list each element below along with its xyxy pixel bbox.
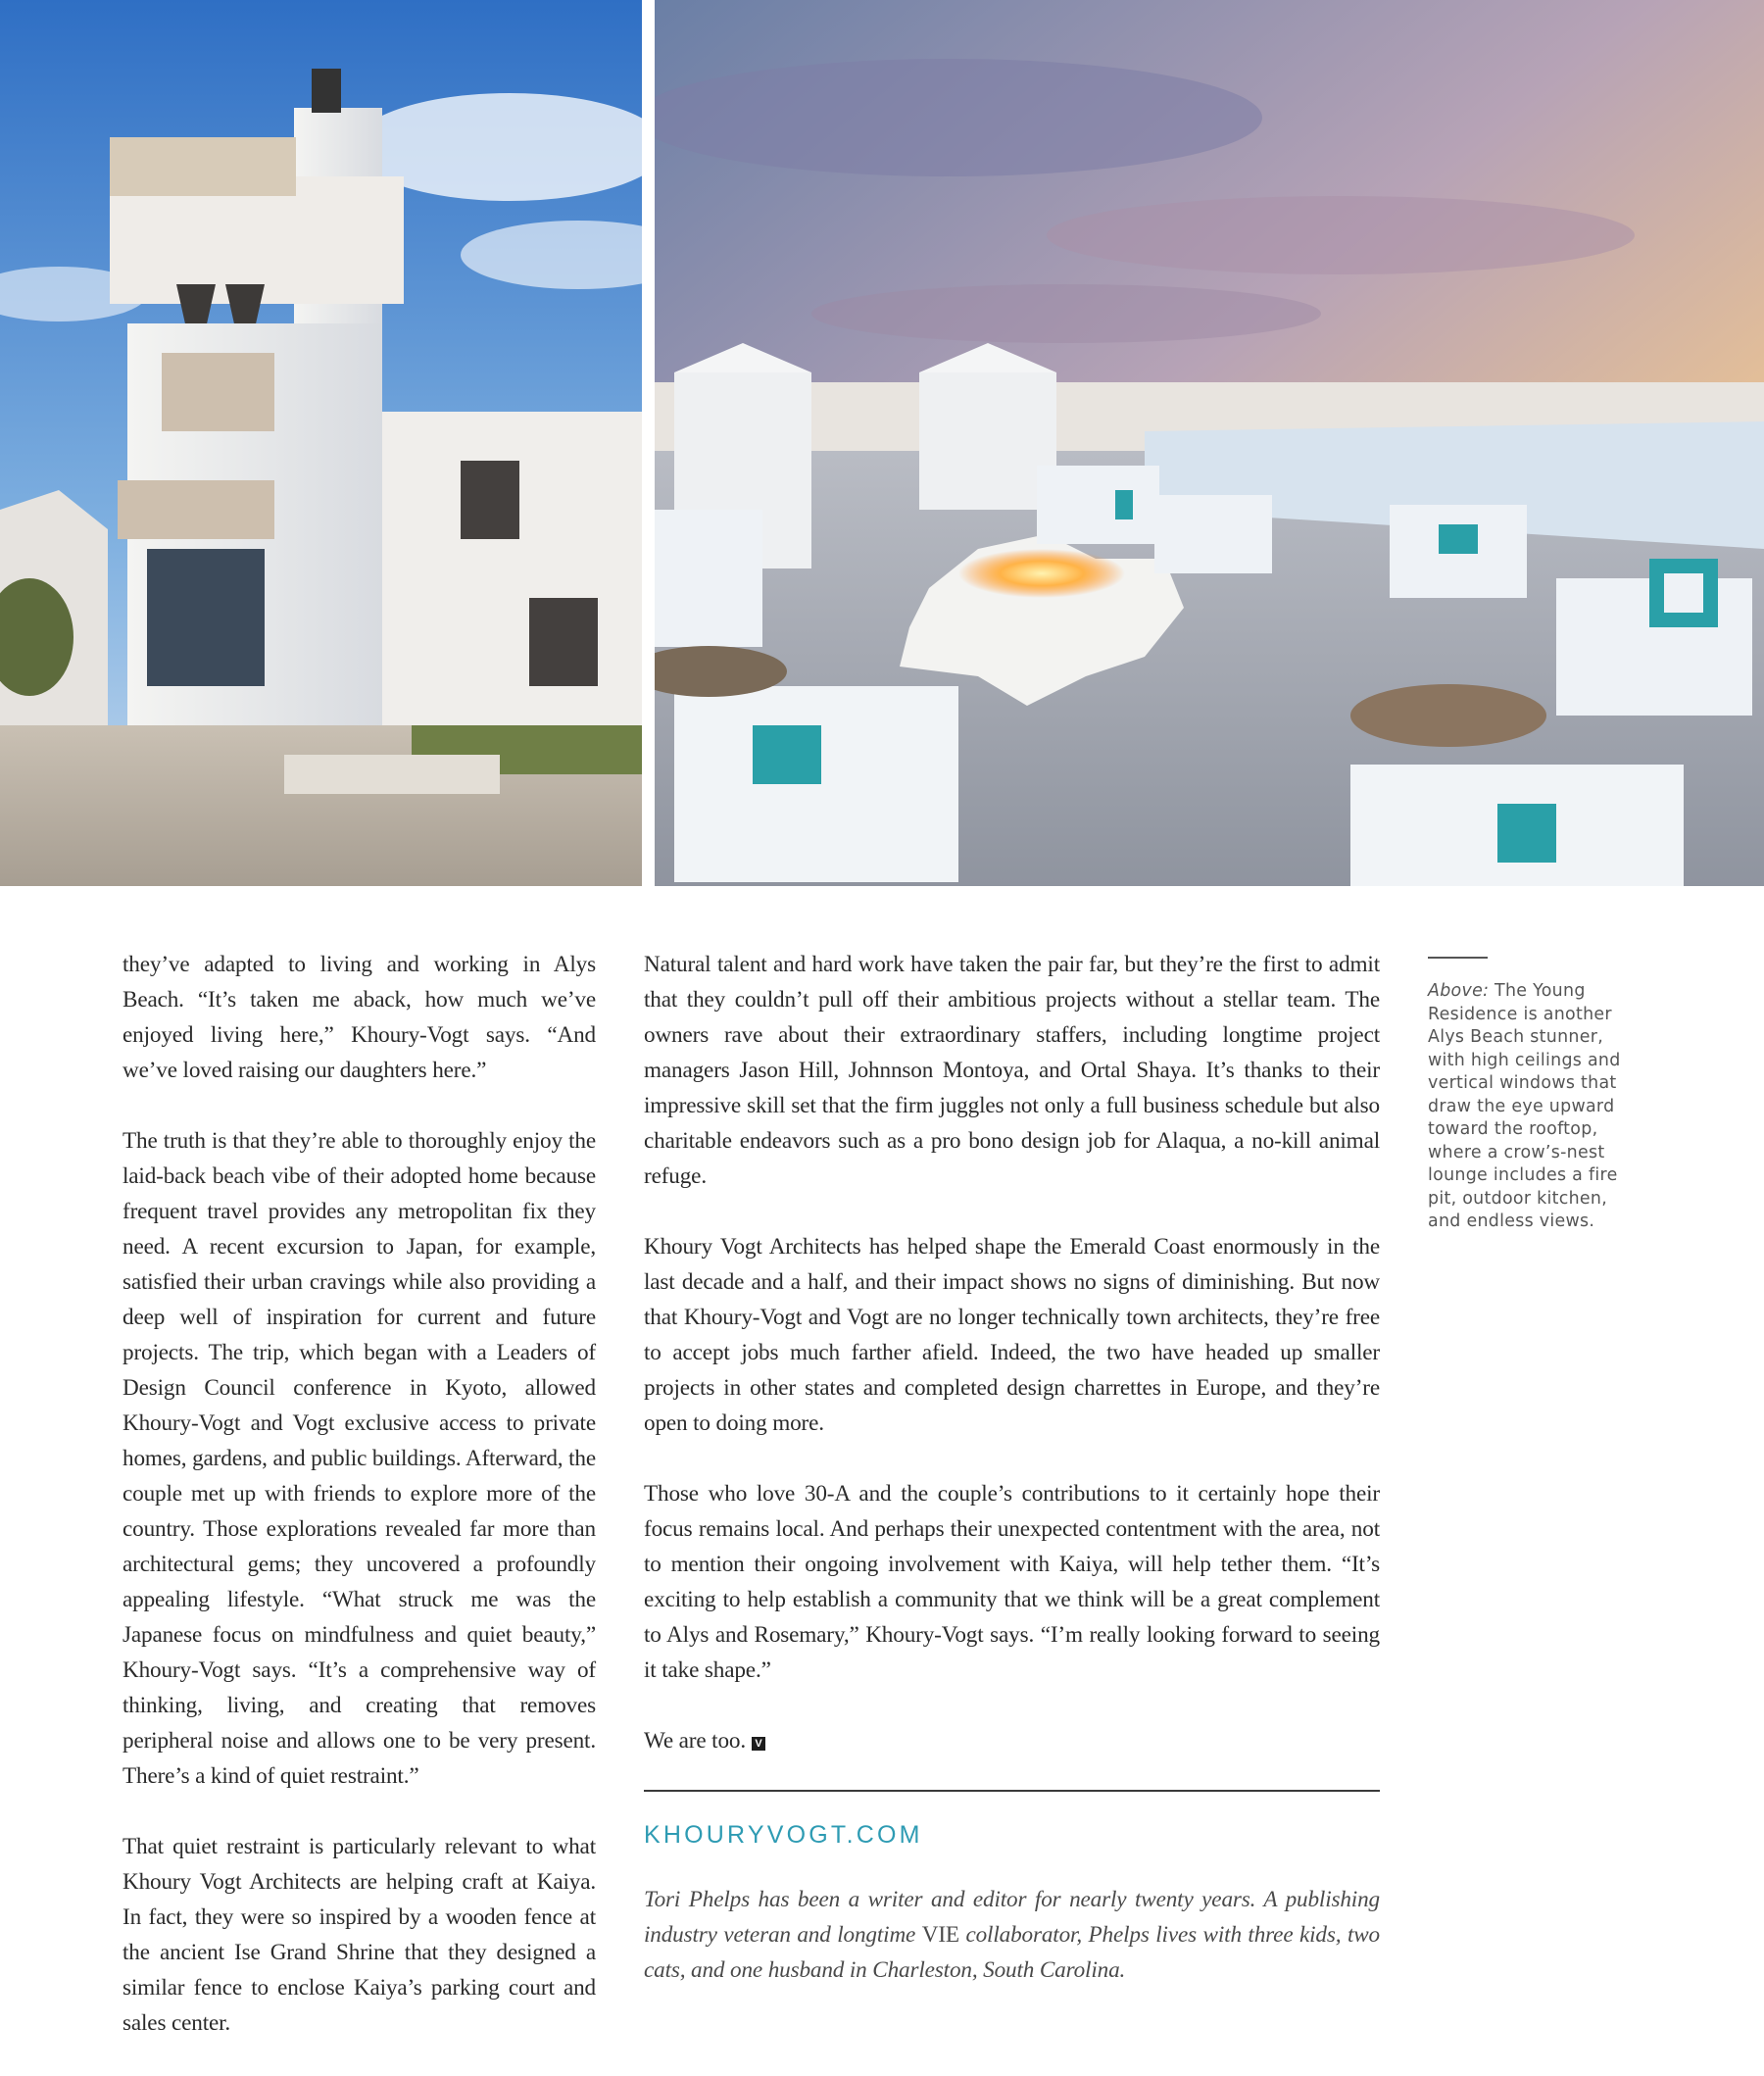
paragraph: The truth is that they’re able to thoroughly enjoy the laid-back beach vibe of their adopted home because frequent travel provides any metropolitan fix they need. A recent excursion to Japan, for example, satisfied their urban cravings while also providing a deep well of inspiration for current and future projects. The trip, which began with a Leaders of Design Council conference in Kyoto, allowed Khoury-Vogt and Vogt exclusive access to private homes, gardens, and public buildings. Afterward, the couple met up with friends to explore more of the country. Those explorations revealed far more than architectural gems; they uncovered a profoundly appealing lifestyle. “What struck me was the Japanese focus on mindfulness and quiet beauty,” Khoury-Vogt says. “It’s a comprehensive way of thinking, living, and creating that removes peripheral noise and allows one to be very present. There’s a kind of quiet restraint.” <box>122 1128 596 1789</box>
caption-divider <box>1428 957 1488 959</box>
caption-lead: Above: <box>1428 981 1490 1001</box>
house-exterior-illustration <box>0 0 642 886</box>
paragraph: they’ve adapted to living and working in Alys Beach. “It’s taken me aback, how much we’ve enjoyed living here,” Khoury-Vogt says. “And we’ve loved raising our daughters here.” <box>122 952 596 1083</box>
rooftop-lounge-illustration <box>655 0 1764 886</box>
photo-rooftop-lounge <box>655 0 1764 886</box>
caption-text <box>1428 980 1643 1234</box>
bio-text-start: Tori Phelps has been a writer and editor for nearly twenty years. A publishing industry veteran and longtime <box>644 1887 1380 1948</box>
paragraph: That quiet restraint is particularly relevant to what Khoury Vogt Architects are helping craft at Kaiya. In fact, they were so inspired by a wooden fence at the ancient Ise Grand Shrine that they designed a similar fence to enclose Kaiya’s parking court and sales center. <box>122 1834 596 2036</box>
closing-paragraph <box>644 1723 1380 1758</box>
paragraph: Those who love 30-A and the couple’s contributions to it certainly hope their focus remains local. And perhaps their unexpected contentment with the area, not to mention their ongoing involvement with Kaiya, will help tether them. “It’s exciting to help establish a community that we think will be a great complement to Alys and Rosemary,” Khoury-Vogt says. “I’m really looking forward to seeing it take shape.” <box>644 1481 1380 1683</box>
paragraph: Natural talent and hard work have taken the pair far, but they’re the first to admit that they couldn’t pull off their ambitious projects without a stellar team. The owners rave about their extraordinary staffers, including longtime project managers Jason Hill, Johnnson Montoya, and Ortal Shaya. It’s thanks to their impressive skill set that the firm juggles not only a full business schedule but also charitable endeavors such as a pro bono design job for Alaqua, a no-kill animal refuge. <box>644 952 1380 1189</box>
closing-text: We are too. <box>644 1728 746 1754</box>
caption-body: The Young Residence is another Alys Beach stunner, with high ceilings and vertical windows that draw the eye upward toward the rooftop, where a crow’s-nest lounge includes a fire pit, outdoor kitchen, and endless views. <box>1428 981 1621 1231</box>
author-bio <box>644 1882 1380 1988</box>
article-column-middle <box>644 947 1380 2023</box>
bio-text-end: collaborator, Phelps lives with three kids, two cats, and one husband in Charleston, South Carolina. <box>644 1922 1380 1983</box>
photo-caption <box>1428 957 1643 1234</box>
website-link[interactable]: KHOURYVOGT.COM <box>644 1821 923 1849</box>
article-column-left <box>122 947 596 2076</box>
magazine-name: VIE <box>921 1922 959 1948</box>
photo-young-residence-exterior <box>0 0 642 886</box>
paragraph: Khoury Vogt Architects has helped shape the Emerald Coast enormously in the last decade and a half, and their impact shows no signs of diminishing. But now that Khoury-Vogt and Vogt are no longer technically town architects, they’re free to accept jobs much farther afield. Indeed, the two have headed up smaller projects in other states and completed design charrettes in Europe, and they’re open to doing more. <box>644 1234 1380 1436</box>
end-of-story-icon: V <box>752 1737 765 1751</box>
divider <box>644 1790 1380 1792</box>
